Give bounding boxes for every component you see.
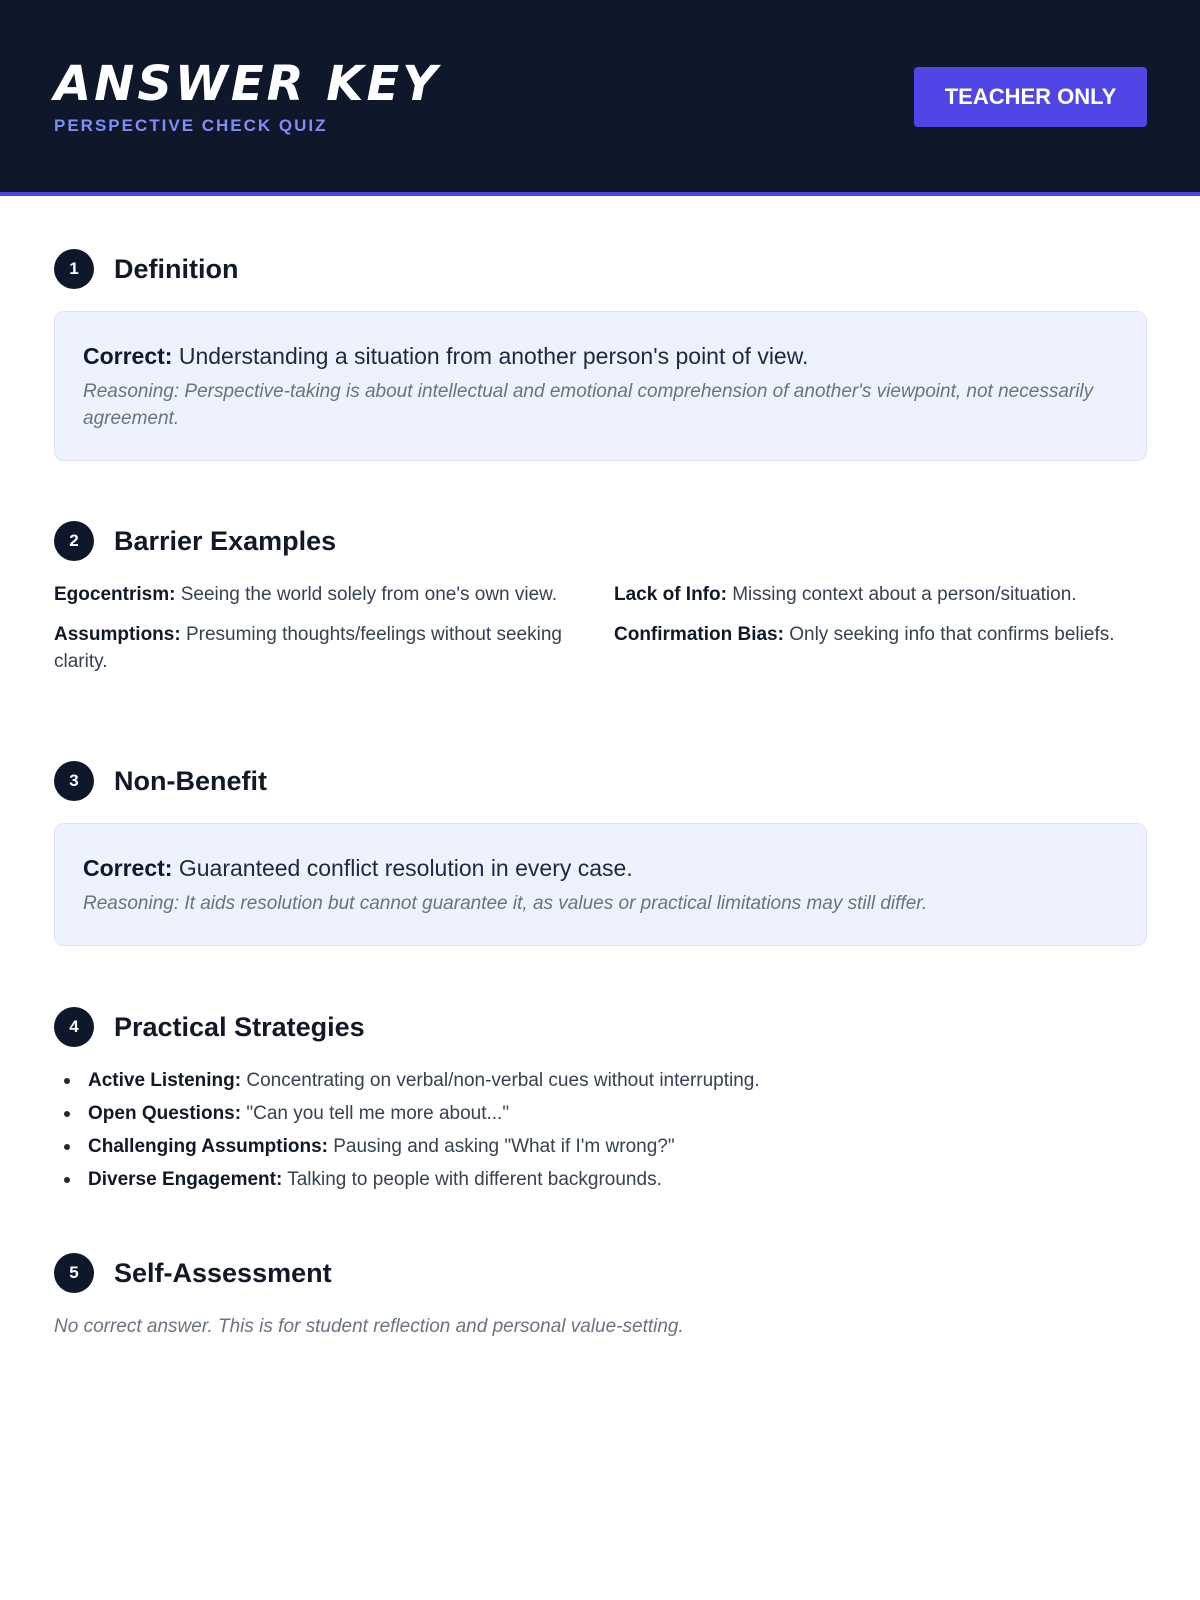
- barrier-text: Seeing the world solely from one's own view.: [180, 584, 558, 605]
- strategy-term: Diverse Engagement:: [88, 1169, 283, 1190]
- section-title: Definition: [114, 254, 239, 284]
- strategy-term: Active Listening:: [88, 1070, 242, 1091]
- self-assessment-note: No correct answer. This is for student reflection and personal value-setting.: [54, 1316, 684, 1337]
- section-title: Non-Benefit: [114, 766, 267, 796]
- barrier-term: Confirmation Bias:: [614, 624, 784, 645]
- correct-answer: [83, 852, 1118, 884]
- list-item: [54, 1133, 1147, 1160]
- strategy-text: Talking to people with different backgrounds.: [287, 1169, 662, 1190]
- barrier-term: Lack of Info:: [614, 584, 727, 605]
- strategy-list: [54, 1067, 1147, 1193]
- barrier-text: Only seeking info that confirms beliefs.: [789, 624, 1115, 645]
- correct-text: Understanding a situation from another person's point of view.: [178, 343, 809, 369]
- answer-box: [54, 823, 1147, 946]
- barrier-item: [614, 621, 1147, 648]
- section-header: [54, 1253, 1147, 1293]
- strategy-term: Challenging Assumptions:: [88, 1136, 328, 1157]
- list-item: [54, 1067, 1147, 1094]
- section-number-badge: 2: [54, 521, 94, 561]
- barrier-column-left: [54, 581, 581, 688]
- barrier-item: [54, 581, 581, 608]
- section-title: Barrier Examples: [114, 526, 337, 556]
- strategy-text: "Can you tell me more about...": [246, 1103, 510, 1124]
- correct-label: Correct:: [83, 855, 173, 881]
- section-number-badge: 3: [54, 761, 94, 801]
- barrier-term: Egocentrism:: [54, 584, 176, 605]
- section-practical-strategies: [54, 1007, 1147, 1199]
- barrier-term: Assumptions:: [54, 624, 181, 645]
- section-header: [54, 521, 1147, 561]
- strategy-text: Pausing and asking "What if I'm wrong?": [333, 1136, 675, 1157]
- answer-box: [54, 311, 1147, 461]
- header: [0, 0, 1200, 196]
- section-header: [54, 249, 1147, 289]
- list-item: [54, 1166, 1147, 1193]
- barrier-text: Presuming thoughts/feelings without seeking clarity.: [54, 624, 562, 672]
- barrier-column-right: [614, 581, 1147, 688]
- section-header: [54, 1007, 1147, 1047]
- section-definition: [54, 249, 1147, 461]
- list-item: [54, 1100, 1147, 1127]
- strategy-text: Concentrating on verbal/non-verbal cues without interrupting.: [246, 1070, 760, 1091]
- section-number-badge: 4: [54, 1007, 94, 1047]
- correct-label: Correct:: [83, 343, 173, 369]
- correct-text: Guaranteed conflict resolution in every case.: [178, 855, 633, 881]
- teacher-only-badge: TEACHER ONLY: [914, 67, 1147, 127]
- strategy-term: Open Questions:: [88, 1103, 242, 1124]
- barrier-text: Missing context about a person/situation.: [732, 584, 1077, 605]
- section-title: Practical Strategies: [114, 1012, 365, 1042]
- reasoning-text: Reasoning: It aids resolution but cannot guarantee it, as values or practical limitations may still differ.: [83, 893, 928, 914]
- section-header: [54, 761, 1147, 801]
- section-self-assessment: [54, 1253, 1147, 1340]
- page-subtitle: PERSPECTIVE CHECK QUIZ: [54, 116, 328, 135]
- barrier-grid: [54, 581, 1147, 688]
- correct-answer: [83, 340, 1118, 372]
- page-title: ANSWER KEY: [54, 56, 441, 112]
- section-title: Self-Assessment: [114, 1258, 332, 1288]
- section-barrier-examples: [54, 521, 1147, 688]
- section-number-badge: 1: [54, 249, 94, 289]
- reasoning-text: Reasoning: Perspective-taking is about intellectual and emotional comprehension of another's viewpoint, not necessarily agreement.: [83, 381, 1094, 429]
- section-number-badge: 5: [54, 1253, 94, 1293]
- barrier-item: [54, 621, 581, 675]
- section-non-benefit: [54, 761, 1147, 946]
- barrier-item: [614, 581, 1147, 608]
